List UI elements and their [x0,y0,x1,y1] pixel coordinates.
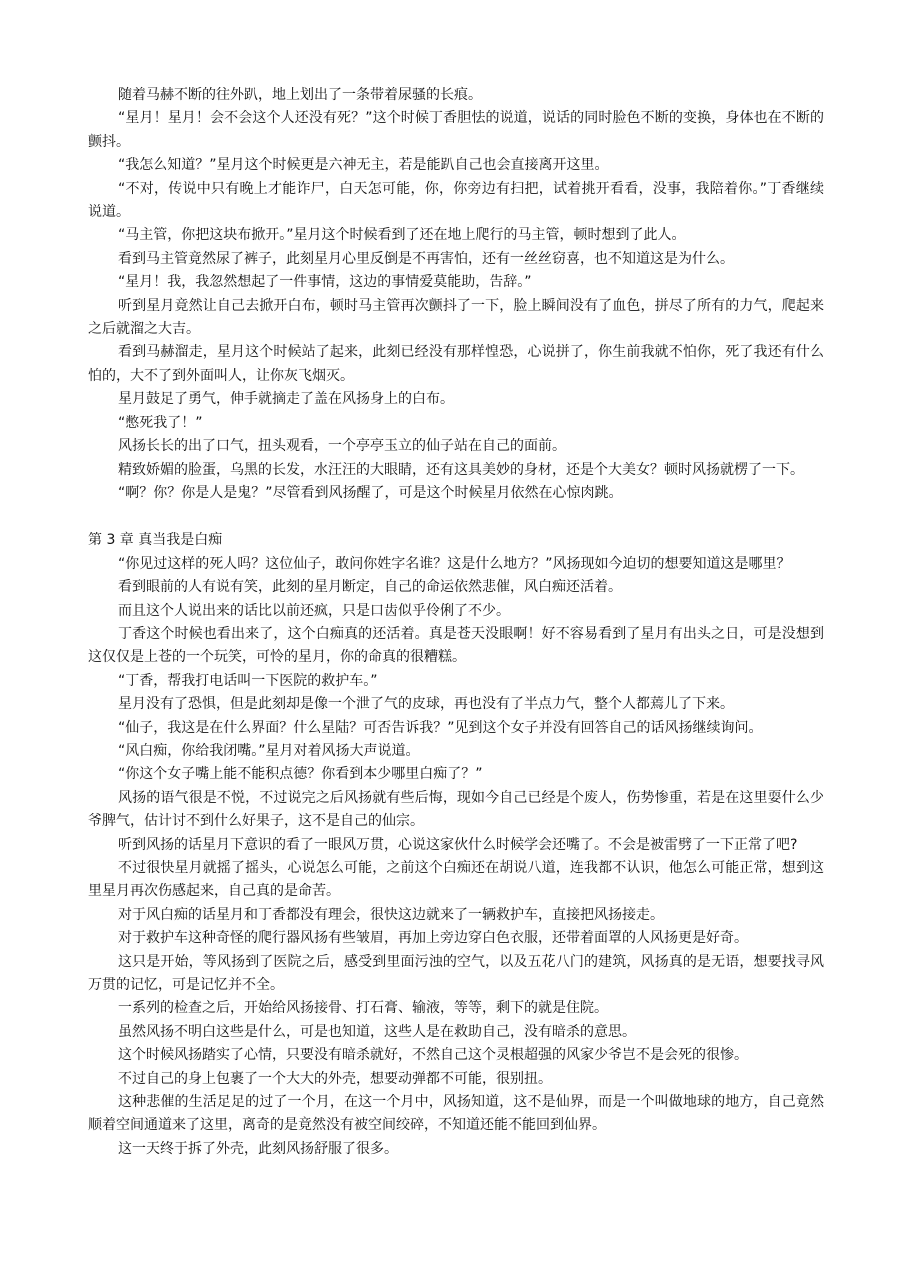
paragraph: 这种悲催的生活足足的过了一个月，在这一个月中，风扬知道，这不是仙界，而是一个叫做地球的地方，自己竟然顺着空间通道来了这里，离奇的是竟然没有被空间绞碎，不知道还能不能回到仙界。 [88,1094,824,1134]
paragraph: “你这个女子嘴上能不能积点德？你看到本少哪里白痴了？” [118,766,483,783]
document-page [88,84,824,1161]
paragraph: 虽然风扬不明白这些是什么，可是也知道，这些人是在救助自己，没有暗杀的意思。 [118,1023,636,1040]
paragraph: 对于风白痴的话星月和丁香都没有理会，很快这边就来了一辆救护车，直接把风扬接走。 [118,906,664,923]
paragraph: “我怎么知道？”星月这个时候更是六神无主，若是能趴自己也会直接离开这里。 [118,157,609,174]
paragraph: 不过很快星月就摇了摇头，心说怎么可能，之前这个白痴还在胡说八道，连我都不认识，他怎么可能正常，想到这里星月再次伤感起来，自己真的是命苦。 [88,860,824,900]
paragraph: 对于救护车这种奇怪的爬行器风扬有些皱眉，再加上旁边穿白色衣服，还带着面罩的人风扬更是好奇。 [118,930,748,947]
paragraph: 这一天终于拆了外壳，此刻风扬舒服了很多。 [118,1140,398,1157]
paragraph: “星月！星月！会不会这个人还没有死？”这个时候丁香胆怯的说道，说话的同时脸色不断的变换，身体也在不断的颤抖。 [88,110,824,150]
paragraph: 风扬长长的出了口气，扭头观看，一个亭亭玉立的仙子站在自己的面前。 [118,438,566,455]
section-before-chapter [88,84,824,505]
section-spacer [88,505,824,529]
paragraph: 看到马主管竟然尿了裤子，此刻星月心里反倒是不再害怕，还有一丝丝窃喜，也不知道这是为什么。 [118,250,734,267]
paragraph: 一系列的检查之后，开始给风扬接骨、打石膏、输液，等等，剩下的就是住院。 [118,1000,608,1017]
paragraph: 这只是开始，等风扬到了医院之后，感受到里面污浊的空气，以及五花八门的建筑，风扬真的是无语，想要找寻风万贯的记忆，可是记忆并不全。 [88,953,824,994]
paragraph: “丁香，帮我打电话叫一下医院的救护车。” [118,672,378,689]
paragraph: 这个时候风扬踏实了心情，只要没有暗杀就好，不然自己这个灵根超强的风家少爷岂不是会死的很惨。 [118,1047,748,1064]
paragraph: 听到风扬的话星月下意识的看了一眼风万贯，心说这家伙什么时候学会还嘴了。不会是被雷劈了一下正常了吧? [118,836,798,853]
chapter-section [88,529,824,1161]
paragraph: 丁香这个时候也看出来了，这个白痴真的还活着。真是苍天没眼啊！好不容易看到了星月有出头之日，可是没想到这仅仅是上苍的一个玩笑，可怜的星月，你的命真的很糟糕。 [88,625,824,666]
paragraph: 看到马赫溜走，星月这个时候站了起来，此刻已经没有那样惶恐，心说拼了，你生前我就不怕你，死了我还有什么怕的，大不了到外面叫人，让你灰飞烟灭。 [88,344,824,384]
paragraph: “你见过这样的死人吗？这位仙子，敢问你姓字名谁？这是什么地方？”风扬现如今迫切的想要知道这是哪里？ [118,555,791,572]
paragraph: 风扬的语气很是不悦，不过说完之后风扬就有些后悔，现如今自己已经是个废人，伤势惨重，若是在这里耍什么少爷脾气，估计讨不到什么好果子，这不是自己的仙宗。 [88,789,824,830]
chapter-title: 第 3 章 真当我是白痴 [88,532,223,549]
paragraph: 看到眼前的人有说有笑，此刻的星月断定，自己的命运依然悲催，风白痴还活着。 [118,579,622,596]
paragraph: “啊？你？你是人是鬼？”尽管看到风扬醒了，可是这个时候星月依然在心惊肉跳。 [118,484,623,501]
paragraph: “仙子，我这是在什么界面？什么星陆？可否告诉我？”见到这个女子并没有回答自己的话风扬继续询问。 [118,719,763,736]
paragraph: “憋死我了！” [118,414,203,431]
paragraph: 随着马赫不断的往外趴，地上划出了一条带着尿骚的长痕。 [118,87,482,103]
paragraph: 精致娇媚的脸蛋，乌黑的长发，水汪汪的大眼睛，还有这具美妙的身材，还是个大美女？顿时风扬就楞了一下。 [118,461,804,478]
paragraph: “不对，传说中只有晚上才能诈尸，白天怎可能，你，你旁边有扫把，试着挑开看看，没事，我陪着你。”丁香继续说道。 [88,180,824,221]
paragraph: “马主管，你把这块布掀开。”星月这个时候看到了还在地上爬行的马主管，顿时想到了此人。 [118,227,686,244]
paragraph: “星月！我，我忽然想起了一件事情，这边的事情爱莫能助，告辞。” [118,274,532,291]
paragraph: 听到星月竟然让自己去掀开白布，顿时马主管再次颤抖了一下，脸上瞬间没有了血色，拼尽了所有的力气，爬起来之后就溜之大吉。 [88,297,824,338]
paragraph: 而且这个人说出来的话比以前还疯，只是口齿似乎伶俐了不少。 [118,602,510,619]
paragraph: 不过自己的身上包裹了一个大大的外壳，想要动弹都不可能，很别扭。 [118,1070,552,1087]
paragraph: 星月鼓足了勇气，伸手就摘走了盖在风扬身上的白布。 [118,391,454,408]
paragraph: “风白痴，你给我闭嘴。”星月对着风扬大声说道。 [118,742,420,759]
paragraph: 星月没有了恐惧，但是此刻却是像一个泄了气的皮球，再也没有了半点力气，整个人都蔫儿了下来。 [118,696,734,713]
